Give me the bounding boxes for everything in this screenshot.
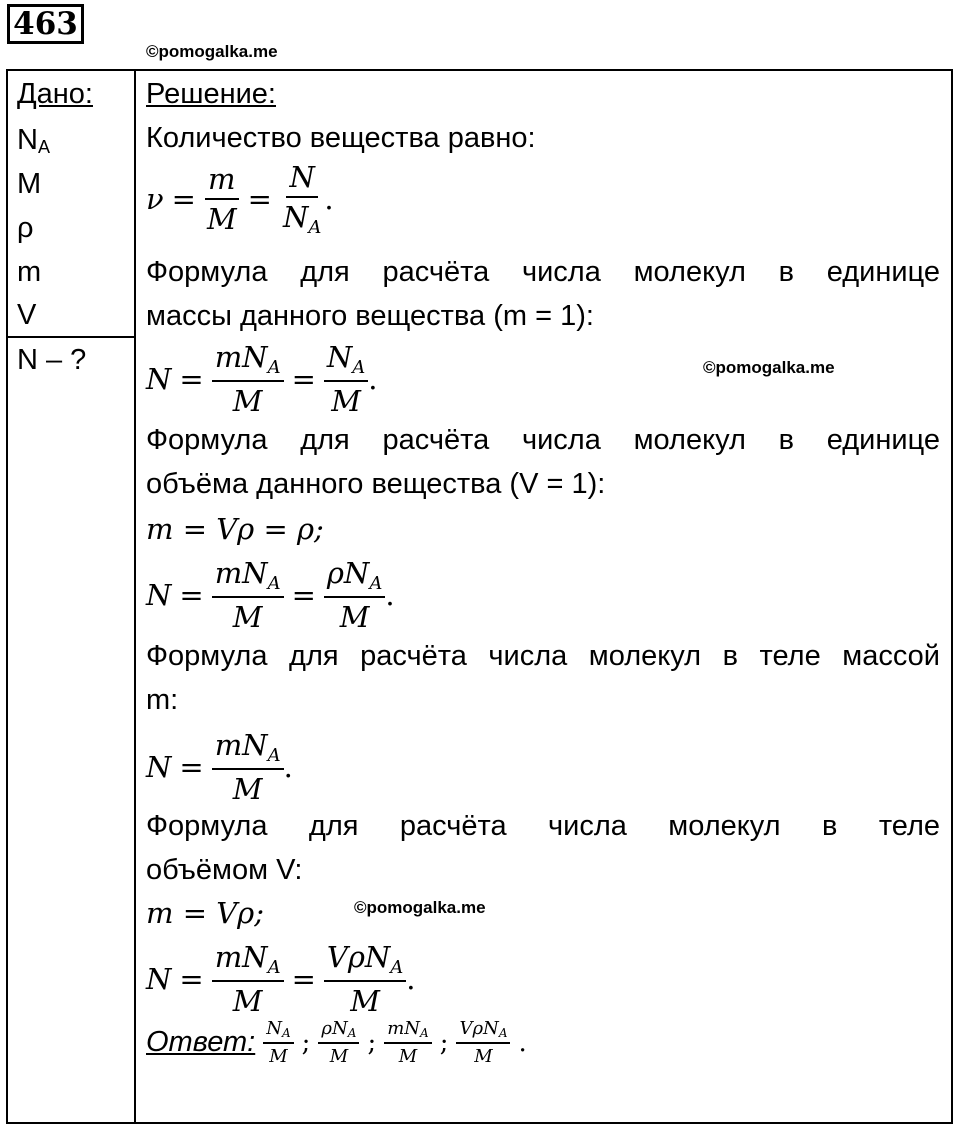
formula-m-rho: m = Vρ = ρ; xyxy=(146,512,324,546)
watermark: ©pomogalka.me xyxy=(354,898,486,917)
solution-text: объёма данного вещества (V = 1): xyxy=(146,468,606,500)
given-item: M xyxy=(17,168,42,200)
watermark: ©pomogalka.me xyxy=(146,42,278,61)
given-item: ρ xyxy=(17,212,34,244)
solution-text: объёмом V: xyxy=(146,854,303,886)
watermark: ©pomogalka.me xyxy=(703,358,835,377)
solution-text: Формула для расчёта числа молекул в теле массой xyxy=(146,640,940,672)
formula-mass: N = $\frac{mN_A}{M}$ . xyxy=(146,728,293,806)
problem-number: 463 xyxy=(7,4,84,44)
formula-mass-unit: N = $\frac{mN_A}{M}$ = $\frac{N_A}{M}$ . xyxy=(146,340,378,418)
given-divider xyxy=(6,336,136,338)
solution-text: массы данного вещества (m = 1): xyxy=(146,300,594,332)
given-item: m xyxy=(17,256,42,288)
formula-volume-unit: N = $\frac{mN_A}{M}$ = $\frac{\rho N_A}{M}$ . xyxy=(146,556,395,634)
solution-text: Формула для расчёта числа молекул в теле xyxy=(146,810,940,842)
formula-nu: ν = $\frac{m}{M}$ = $\frac{N}{N_A}$ . xyxy=(146,160,334,238)
find-item: N – ? xyxy=(17,344,87,376)
answer: Ответ: $\frac{N_A}{M}$ ; $\frac{\rho N_A}{M}$ ; $\frac{mN_A}{M}$ ; $\frac{V\rho N_A}{M}$ . xyxy=(146,1018,527,1067)
formula-m-vrho: m = Vρ; xyxy=(146,896,264,930)
formula-volume: N = $\frac{mN_A}{M}$ = $\frac{V\rho N_A}{M}$ . xyxy=(146,940,416,1018)
solution-title: Решение: xyxy=(146,78,276,110)
solution-text: Формула для расчёта числа молекул в единице xyxy=(146,256,940,288)
solution-text: m: xyxy=(146,684,179,716)
given-title: Дано: xyxy=(17,78,93,110)
given-item: $N_A$ xyxy=(17,124,50,157)
solution-text: Количество вещества равно: xyxy=(146,122,536,154)
solution-text: Формула для расчёта числа молекул в единице xyxy=(146,424,940,456)
table-divider xyxy=(134,69,136,1124)
given-item: V xyxy=(17,299,37,331)
answer-label: Ответ: xyxy=(146,1026,256,1058)
